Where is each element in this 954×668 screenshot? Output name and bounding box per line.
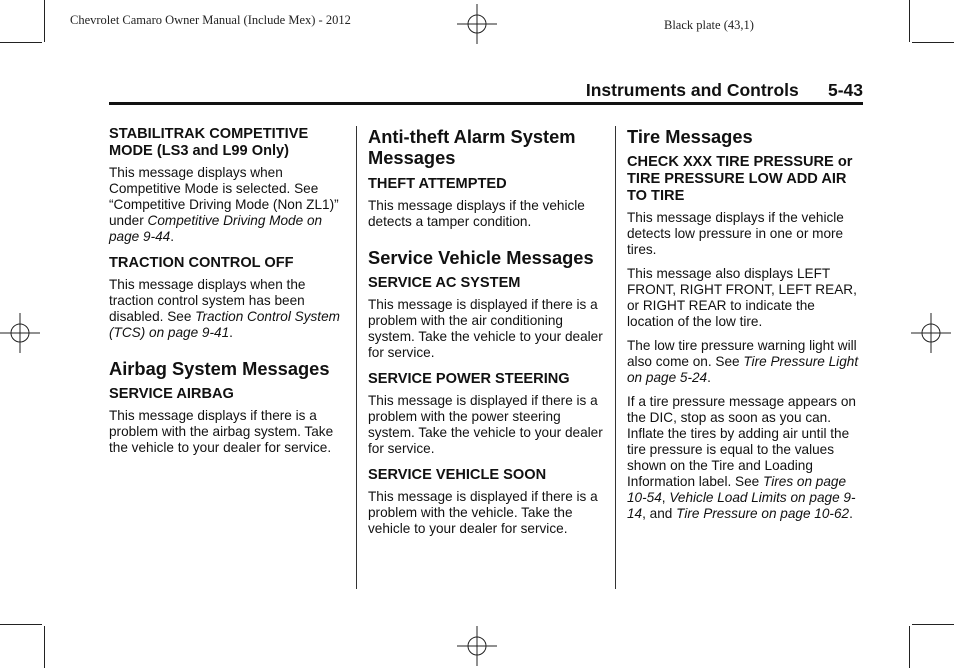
header-page-number: 5-43 bbox=[827, 80, 863, 100]
section-tire-messages: Tire Messages bbox=[627, 126, 753, 147]
cross-reference-link[interactable]: Competitive Driving Mode on page 9-44 bbox=[109, 213, 323, 244]
text: The low tire pressure warning light will also come on. See bbox=[627, 338, 857, 369]
section-anti-theft-alarm: Anti-theft Alarm System Messages bbox=[368, 126, 576, 168]
text: . bbox=[707, 370, 711, 385]
crop-mark-bottom-left-vertical bbox=[44, 626, 45, 668]
crop-mark-top-left-horizontal bbox=[0, 42, 42, 43]
crop-mark-bottom-left-horizontal bbox=[0, 624, 42, 625]
cross-reference-link[interactable]: Tire Pressure Light on page 5-24 bbox=[627, 354, 859, 385]
heading-traction-control: TRACTION CONTROL OFF bbox=[109, 255, 294, 271]
paragraph-tire-location: This message also displays LEFT FRONT, RIGHT FRONT, LEFT REAR, or RIGHT REAR to indicate the location of the low tire. bbox=[627, 266, 857, 329]
heading-theft-attempted: THEFT ATTEMPTED bbox=[368, 176, 507, 192]
text: This message displays when Competitive Mode is selected. See “Competitive Driving Mode (Non ZL1)” under bbox=[109, 165, 339, 228]
section-service-vehicle-messages: Service Vehicle Messages bbox=[368, 247, 594, 268]
text: If a tire pressure message appears on the DIC, stop as soon as you can. Inflate the tires by adding air until the tire pressure is equal to the values shown on the Tire and Loading Information label. See bbox=[627, 394, 856, 489]
paragraph-service-ac-system: This message is displayed if there is a problem with the air conditioning system. Take the vehicle to your dealer for service. bbox=[368, 297, 603, 360]
crop-mark-top-right-vertical bbox=[909, 0, 910, 42]
heading-service-power-steering: SERVICE POWER STEERING bbox=[368, 371, 570, 387]
heading-check-tire-pressure: CHECK XXX TIRE PRESSURE or TIRE PRESSURE LOW ADD AIR TO TIRE bbox=[627, 154, 853, 204]
column-divider-1 bbox=[356, 126, 357, 589]
paragraph-traction-control bbox=[109, 277, 345, 341]
header-text bbox=[586, 80, 863, 101]
plate-title: Chevrolet Camaro Owner Manual (Include Mex) - 2012 bbox=[70, 13, 351, 27]
paragraph-warning-light bbox=[627, 338, 863, 386]
text: , and bbox=[642, 506, 677, 521]
column-2 bbox=[368, 126, 606, 545]
crop-mark-top-left-vertical bbox=[44, 0, 45, 42]
heading-service-ac-system: SERVICE AC SYSTEM bbox=[368, 275, 521, 291]
text: . bbox=[170, 229, 175, 244]
registration-mark-top-icon bbox=[457, 4, 497, 44]
paragraph-low-pressure: This message displays if the vehicle detects low pressure in one or more tires. bbox=[627, 210, 844, 257]
heading-stabilitrak: STABILITRAK COMPETITIVE MODE (LS3 and L99 Only) bbox=[109, 126, 309, 159]
header-section: Instruments and Controls bbox=[585, 80, 799, 100]
cross-reference-link[interactable]: Vehicle Load Limits on page 9-14 bbox=[627, 490, 856, 521]
header-gap bbox=[799, 80, 828, 100]
cross-reference-link[interactable]: Tire Pressure on page 10-62 bbox=[676, 506, 850, 521]
cross-reference-link[interactable]: Traction Control System (TCS) on page 9-41 bbox=[109, 309, 340, 340]
text: , bbox=[661, 490, 670, 505]
column-1 bbox=[109, 126, 345, 464]
running-header bbox=[109, 80, 863, 102]
registration-mark-right-icon bbox=[911, 313, 951, 353]
text: . bbox=[849, 506, 853, 521]
column-3 bbox=[627, 126, 863, 530]
paragraph-service-vehicle-soon: This message is displayed if there is a problem with the vehicle. Take the vehicle to your dealer for service. bbox=[368, 489, 598, 536]
text: This message displays when the traction control system has been disabled. See bbox=[109, 277, 306, 324]
plate-info: Black plate (43,1) bbox=[664, 18, 754, 32]
header-rule bbox=[109, 102, 863, 105]
paragraph-stabilitrak bbox=[109, 165, 345, 245]
cross-reference-link[interactable]: Tires on page 10-54 bbox=[627, 474, 847, 505]
crop-mark-bottom-right-horizontal bbox=[912, 624, 954, 625]
column-divider-2 bbox=[615, 126, 616, 589]
spacer bbox=[109, 349, 345, 358]
heading-service-vehicle-soon: SERVICE VEHICLE SOON bbox=[368, 467, 547, 483]
paragraph-theft-attempted: This message displays if the vehicle detects a tamper condition. bbox=[368, 198, 585, 229]
paragraph-service-airbag: This message displays if there is a problem with the airbag system. Take the vehicle to your dealer for service. bbox=[109, 408, 334, 455]
section-airbag-system-messages: Airbag System Messages bbox=[109, 358, 330, 379]
paragraph-service-power-steering: This message is displayed if there is a problem with the power steering system. Take the vehicle to your dealer for service. bbox=[368, 393, 603, 456]
paragraph-inflate-tires bbox=[627, 394, 863, 522]
registration-mark-bottom-icon bbox=[457, 626, 497, 666]
text: . bbox=[229, 325, 233, 340]
crop-mark-bottom-right-vertical bbox=[909, 626, 910, 668]
registration-mark-left-icon bbox=[0, 313, 40, 353]
spacer bbox=[368, 238, 606, 247]
heading-service-airbag: SERVICE AIRBAG bbox=[109, 386, 234, 402]
crop-mark-top-right-horizontal bbox=[912, 42, 954, 43]
